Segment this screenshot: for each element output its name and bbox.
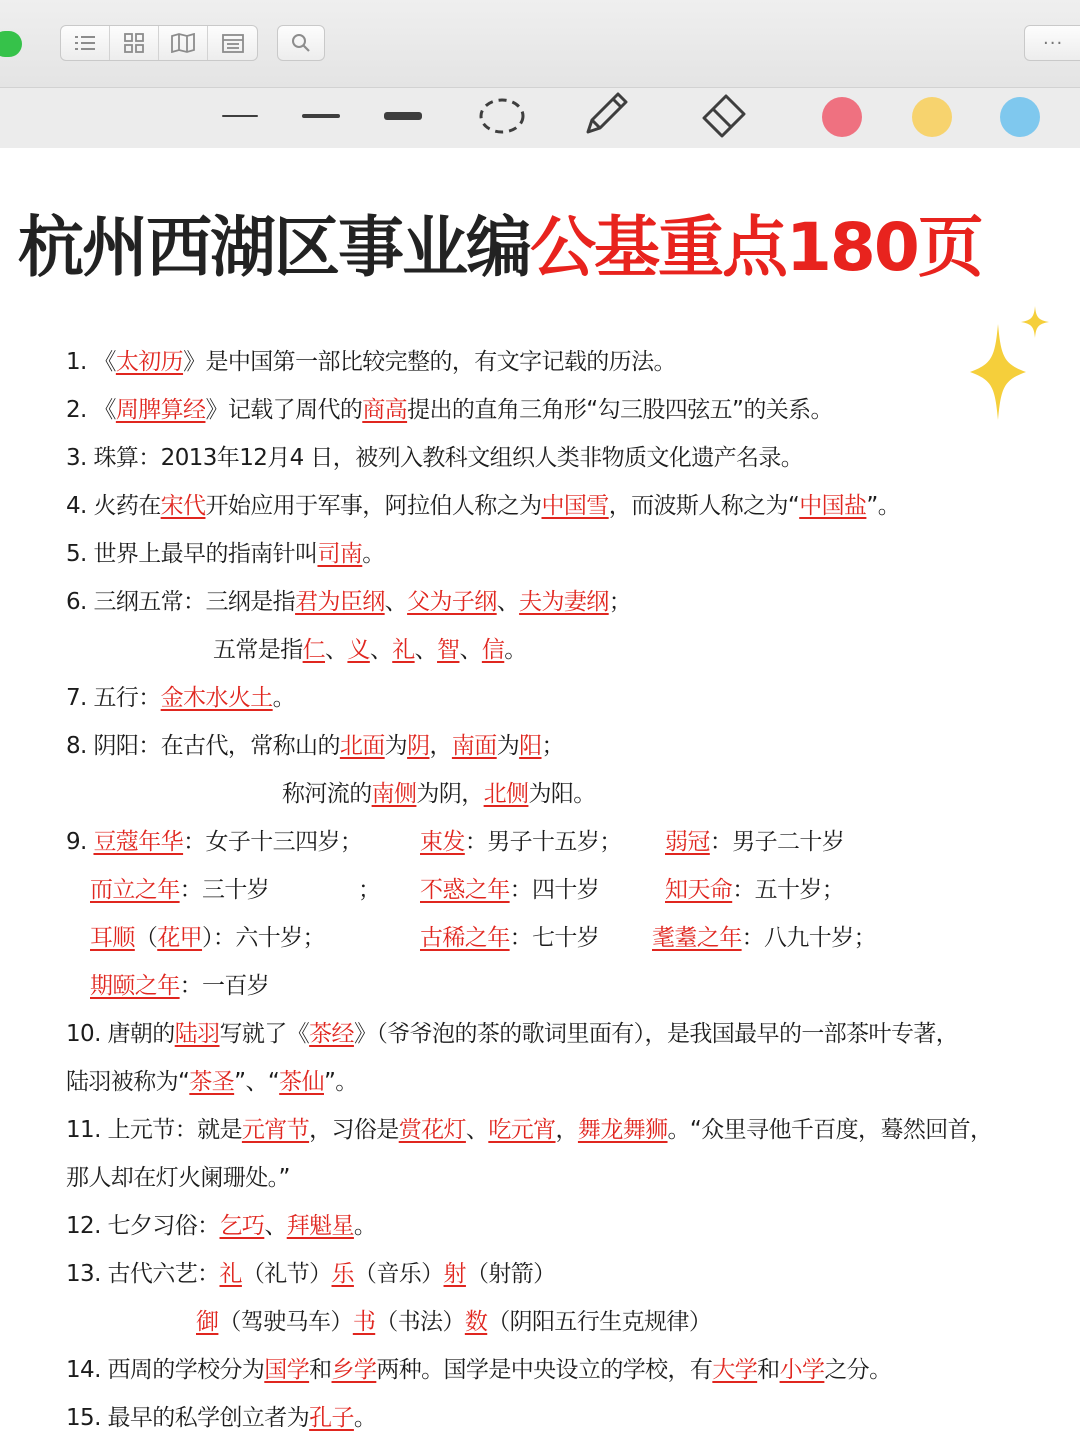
highlighted-term: 书 [352,1309,376,1335]
note-text: 为阴， [416,781,484,807]
item-12 [66,1210,376,1244]
highlighted-term: 中国盐 [799,493,867,519]
highlighted-term: 君为臣纲 [295,589,385,615]
item-2 [66,394,833,428]
age-term-2 [420,826,622,860]
small-sparkle-icon [1020,305,1050,339]
highlighted-term: 期颐之年 [90,973,180,999]
note-text: 。“众里寻他千百度，蓦然回首， [667,1117,993,1143]
highlighted-term: 南面 [451,733,497,759]
highlighted-term: 赏花灯 [398,1117,466,1143]
list-icon[interactable] [61,26,110,60]
note-text: 、 [496,589,520,615]
highlighted-term: 吃元宵 [488,1117,556,1143]
highlighted-term: 乡学 [331,1357,377,1383]
highlighted-term: 义 [347,637,370,663]
note-text: ：一百岁 [179,973,270,999]
note-text: 9. [66,829,94,855]
note-text: ：四十岁 [509,877,600,903]
item-14 [66,1354,892,1388]
note-text: 。 [353,1213,377,1239]
item-11-line-2 [66,1162,290,1196]
highlighted-term: 陆羽 [174,1021,220,1047]
note-text: 11. 上元节：就是 [66,1117,242,1143]
note-text: 、 [325,637,348,663]
highlighted-term: 小学 [779,1357,825,1383]
note-text: 15. 最早的私学创立者为 [66,1405,310,1431]
age-term-10 [90,970,269,1004]
top-toolbar [0,0,1080,88]
item-15 [66,1402,376,1436]
note-text: 8. 阴阳：在古代，常称山的 [66,733,340,759]
note-text: （阴阳五行生克规律） [487,1309,712,1335]
calendar-icon[interactable] [208,26,257,60]
item-13-line-2 [196,1306,711,1340]
note-text: 称河流的 [282,781,372,807]
note-text: ：男子十五岁； [464,829,622,855]
item-6-line-1 [66,586,631,620]
note-text: （ [134,925,158,951]
page-title-black: 杭州西湖区事业编 [18,209,530,286]
note-text: ； [541,733,564,759]
note-text: 、 [264,1213,287,1239]
item-11-line-1 [66,1114,992,1148]
yellow-color-swatch[interactable] [912,97,952,137]
highlighted-term: 夫为妻纲 [519,589,609,615]
window-close-button[interactable] [0,31,22,57]
note-text: 》是中国第一部比较完整的，有文字记载的历法。 [183,349,676,375]
highlighted-term: 礼 [392,637,415,663]
highlighted-term: 阳 [519,733,542,759]
thin-line-icon[interactable] [220,106,260,126]
highlighted-term: 南侧 [371,781,417,807]
highlighted-term: 茶经 [309,1021,354,1047]
note-text: ：男子二十岁 [709,829,845,855]
note-text: ，习俗是 [309,1117,399,1143]
note-text: 14. 西周的学校分为 [66,1357,265,1383]
item-13-line-1 [66,1258,556,1292]
search-button[interactable] [277,25,325,61]
highlighted-term: 耳顺 [90,925,135,951]
note-text: ，而波斯人称之为“ [608,493,800,519]
highlighted-term: 太初历 [115,349,184,375]
note-text: 为 [384,733,408,759]
highlighted-term: 乐 [331,1261,354,1287]
highlighted-term: 元宵节 [241,1117,310,1143]
age-term-7 [90,922,325,956]
note-text: 3. 珠算：2013年12月4 日，被列入教科文组织人类非物质文化遗产名录。 [66,445,804,471]
grid-icon[interactable] [110,26,159,60]
blue-color-swatch[interactable] [1000,97,1040,137]
highlighted-term: 花甲 [157,925,203,951]
note-text: 、 [384,589,408,615]
note-text: ”。 [866,493,901,519]
age-term-5 [420,874,599,908]
note-text: 。 [353,1405,377,1431]
note-text: ， [555,1117,578,1143]
item-7 [66,682,295,716]
note-text: 五常是指 [213,637,303,663]
highlighted-term: 不惑之年 [420,877,510,903]
highlighted-term: 知天命 [665,877,733,903]
highlighted-term: 周脾算经 [115,397,206,423]
note-text: 13. 古代六艺： [66,1261,220,1287]
note-text: 》（爷爷泡的茶的歌词里面有），是我国最早的一部茶叶专著， [353,1021,959,1047]
note-text: 为 [496,733,520,759]
note-text: 。 [362,541,385,567]
note-text: ”。 [323,1069,358,1095]
note-text: 开始应用于军事，阿拉伯人称之为 [205,493,542,519]
item-1 [66,346,676,380]
highlighted-term: 司南 [317,541,363,567]
highlighted-term: 仁 [302,637,326,663]
eraser-icon[interactable] [698,88,750,140]
note-text: ， [429,733,452,759]
note-text: 那人却在灯火阑珊处。” [66,1165,290,1191]
highlighted-term: 射 [443,1261,466,1287]
item-8-line-2 [282,778,596,812]
highlighted-term: 商高 [362,397,408,423]
highlighted-term: 北面 [339,733,385,759]
note-text: 1. 《 [66,349,116,375]
note-text: 之分。 [824,1357,892,1383]
age-term-4 [90,874,269,908]
note-text: 6. 三纲五常：三纲是指 [66,589,296,615]
note-text: 、 [414,637,438,663]
age-term-8 [420,922,599,956]
highlighted-term: 乞巧 [219,1213,265,1239]
highlighted-term: 礼 [219,1261,242,1287]
highlighted-term: 信 [481,637,505,663]
item-10-line-1 [66,1018,958,1052]
highlighted-term: 智 [437,637,460,663]
note-text: 。 [272,685,296,711]
note-text: （驾驶马车） [218,1309,353,1335]
page-title-red: 公基重点180页 [530,209,982,286]
note-text: ：三十岁 [179,877,270,903]
note-text: ； [608,589,632,615]
highlighted-term: 而立之年 [90,877,180,903]
drawing-tools-bar [0,88,1080,148]
note-text: 为阳。 [528,781,596,807]
note-text: （礼节） [241,1261,332,1287]
lasso-icon[interactable] [476,94,528,138]
note-text: 和 [309,1357,332,1383]
highlighted-term: 拜魁星 [286,1213,354,1239]
highlighted-term: 弱冠 [665,829,710,855]
highlighted-term: 茶圣 [189,1069,235,1095]
age-term-4-separator [358,874,380,908]
note-text: ； [358,877,381,903]
note-text: 7. 五行： [66,685,161,711]
note-text: ）：六十岁； [202,925,325,951]
note-text: 、 [459,637,482,663]
age-term-6 [665,874,844,908]
age-term-3 [665,826,844,860]
item-5 [66,538,385,572]
highlighted-term: 数 [464,1309,488,1335]
highlighted-term: 束发 [420,829,465,855]
highlighted-term: 宋代 [160,493,206,519]
note-text: 提出的直角三角形“勾三股四弦五”的关系。 [407,397,833,423]
highlighted-term: 阴 [407,733,430,759]
item-8-line-1 [66,730,564,764]
view-mode-group [60,25,258,61]
item-3 [66,442,803,476]
note-text: （书法） [375,1309,465,1335]
note-text: 5. 世界上最早的指南针叫 [66,541,318,567]
note-text: 。 [504,637,527,663]
note-text: 和 [757,1357,780,1383]
note-text: 2. 《 [66,397,116,423]
note-text: ：五十岁； [732,877,845,903]
age-term-1 [66,826,362,860]
note-text: ”、“ [234,1069,280,1095]
page-title [18,203,1068,293]
age-term-9 [652,922,876,956]
highlighted-term: 舞龙舞狮 [577,1117,668,1143]
more-icon: ··· [1043,32,1064,54]
map-icon[interactable] [159,26,208,60]
item-6-line-2 [213,634,527,668]
pink-color-swatch[interactable] [822,97,862,137]
highlighted-term: 茶仙 [279,1069,324,1095]
note-text: 两种。国学是中央设立的学校，有 [376,1357,713,1383]
highlighted-term: 耄耋之年 [652,925,742,951]
highlighted-term: 中国雪 [541,493,609,519]
note-text: ：七十岁 [509,925,600,951]
note-text: 10. 唐朝的 [66,1021,175,1047]
item-10-line-2 [66,1066,358,1100]
note-text: ：女子十三四岁； [183,829,363,855]
note-text: 写就了《 [219,1021,310,1047]
note-text: ：八九十岁； [741,925,877,951]
highlighted-term: 豆蔻年华 [93,829,184,855]
pencil-icon[interactable] [580,88,632,140]
highlighted-term: 北侧 [483,781,529,807]
highlighted-term: 古稀之年 [420,925,510,951]
highlighted-term: 父为子纲 [407,589,497,615]
note-text: 陆羽被称为“ [66,1069,190,1095]
note-text: 12. 七夕习俗： [66,1213,220,1239]
highlighted-term: 孔子 [309,1405,354,1431]
note-text: 4. 火药在 [66,493,161,519]
note-text: 、 [369,637,393,663]
highlighted-term: 御 [196,1309,219,1335]
medium-line-icon[interactable] [300,106,342,126]
highlighted-term: 金木水火土 [160,685,273,711]
note-text: （音乐） [353,1261,444,1287]
item-4 [66,490,900,524]
note-text: 、 [465,1117,489,1143]
search-icon [291,33,311,53]
note-text: （射箭） [465,1261,556,1287]
sparkle-icon [968,322,1028,422]
more-button[interactable] [1024,25,1080,61]
note-text: 》记载了周代的 [205,397,363,423]
highlighted-term: 大学 [712,1357,758,1383]
thick-line-icon[interactable] [382,106,424,126]
highlighted-term: 国学 [264,1357,310,1383]
